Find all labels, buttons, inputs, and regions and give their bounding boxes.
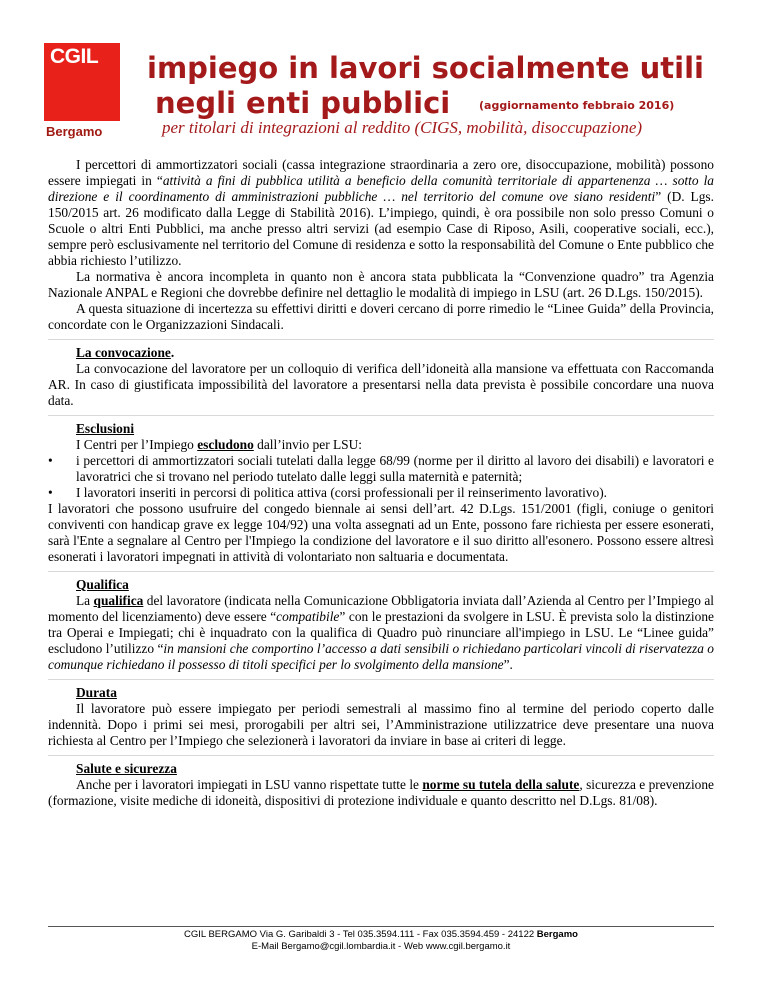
esclusioni-intro-bold: escludono	[197, 437, 254, 452]
section-qualifica	[48, 571, 714, 673]
footer-city: Bergamo	[536, 929, 578, 940]
salute-text	[48, 777, 714, 809]
section-salute	[48, 755, 714, 809]
qualifica-italic1: compatibile	[276, 609, 340, 624]
durata-title: Durata	[76, 685, 117, 700]
section-durata	[48, 679, 714, 749]
footer-address: CGIL BERGAMO Via G. Garibaldi 3 - Tel 035.3594.111 - Fax 035.3594.459 - 24122	[184, 929, 537, 940]
salute-title: Salute e sicurezza	[76, 761, 177, 776]
list-item: • i percettori di ammortizzatori sociali tutelati dalla legge 68/99 (norme per il diritto al lavoro dei disabili) e lavoratori e lavoratrici che si trovano nel periodo tutelato dalle leggi sulla maternità e paternità;	[76, 453, 714, 485]
convocazione-title: La convocazione	[76, 345, 171, 360]
intro-paragraph-3: A questa situazione di incertezza su effettivi diritti e doveri cercano di porre rimedio le “Linee Guida” della Provincia, concordate con le Organizzazioni Sindacali.	[48, 301, 714, 332]
esclusioni-intro-b: dall’invio per LSU:	[253, 437, 363, 452]
convocazione-title-suffix: .	[170, 345, 175, 360]
qualifica-d: ”.	[503, 657, 513, 672]
qualifica-c: ” con le prestazioni da svolgere in LSU. È prevista solo la distinzione tra Operai e Impiegati; chi è inquadrato con la qualifica di Quadro può rinunciare all'impiego in LSU. Le “Linee guida” escludono l’utilizzo “	[48, 609, 714, 656]
logo-text: CGIL	[50, 45, 99, 68]
esclusioni-list	[48, 453, 714, 501]
intro-text: I percettori di ammortizzatori sociali (cassa integrazione straordinaria a zero ore, disoccupazione, mobilità) possono essere impiegati in “	[48, 157, 714, 188]
intro-quote: attività a fini di pubblica utilità a beneficio della comunità territoriale di appartenenza … sotto la direzione e il coordinamento di amministrazioni pubbliche … nel territorio del comune ove siano residenti	[48, 173, 714, 204]
footer-divider	[48, 926, 714, 927]
qualifica-title: Qualifica	[76, 577, 129, 592]
salute-b: , sicurezza e prevenzione (formazione, visite mediche di idoneità, dispositivi di protezione individuale e quanto descritto nel D.Lgs. 81/08).	[48, 777, 714, 808]
qualifica-text	[48, 593, 714, 673]
section-esclusioni	[48, 415, 714, 565]
subtitle: per titolari di integrazioni al reddito (CIGS, mobilità, disoccupazione)	[162, 118, 643, 137]
section-title	[76, 345, 714, 361]
footer-line2: E-Mail Bergamo@cgil.lombardia.it - Web www.cgil.bergamo.it	[251, 941, 511, 952]
esclusioni-title: Esclusioni	[76, 421, 135, 436]
esclusioni-intro-a: I Centri per l’Impiego	[76, 437, 198, 452]
salute-a: Anche per i lavoratori impiegati in LSU vanno rispettate tutte le	[76, 777, 423, 792]
durata-text: Il lavoratore può essere impiegato per periodi semestrali al massimo fino al termine del periodo coperto dalle indennità. Dopo i primi sei mesi, prorogabili per altri sei, l’Amministrazione utilizzatrice deve presentare una nuova richiesta al Centro per l’Impiego che selezionerà i lavoratori da inviare in base ai criteri di legge.	[48, 701, 714, 748]
intro-paragraph-1	[48, 157, 714, 269]
footer-line1	[48, 929, 714, 941]
convocazione-text: La convocazione del lavoratore per un colloquio di verifica dell’idoneità alla mansione va effettuata con Raccomanda AR. In caso di giustificata impossibilità del lavoratore a presentarsi nella data prevista è possibile concordare una nuova data.	[48, 361, 714, 408]
qualifica-bold: qualifica	[93, 593, 144, 608]
title-line2: negli enti pubblici	[155, 86, 451, 120]
esclusioni-text: I lavoratori che possono usufruire del congedo biennale ai sensi dell’art. 42 D.Lgs. 151/2001 (figli, coniuge o genitori conviventi con handicap grave ex legge 104/92) una volta assegnati ad un Ente, possono fare richiesta per essere esonerati, sarà l'Ente a segnalare al Centro per l'Impiego la condizione del lavoratore e il suo diritto all'esonero. Possono essere altresì esonerati i lavoratori impegnati in attività di volontariato non saltuaria e documentata.	[48, 501, 714, 564]
update-note: (aggiornamento febbraio 2016)	[479, 99, 675, 112]
footer	[48, 929, 714, 953]
document-body	[48, 157, 714, 809]
title-line1: impiego in lavori socialmente utili	[147, 51, 704, 85]
intro-text-end: ” (D. Lgs. 150/2015 art. 26 modificato dalla Legge di Stabilità 2016). L’impiego, quindi, è ora possibile non solo presso Comuni o Scuole o altri Enti Pubblici, ma anche presso altri servizi (ad esempio Case di Riposo, Asili, cooperative sociali, ecc.), sempre però esclusivamente nel territorio del Comune di residenza e sotto la responsabilità del Comune o Ente pubblico che abbia richiesto l’utilizzo.	[48, 189, 714, 268]
qualifica-a: La	[76, 593, 94, 608]
section-convocazione	[48, 339, 714, 409]
qualifica-b: del lavoratore (indicata nella Comunicazione Obbligatoria inviata dall’Azienda al Centro per l’Impiego al momento del licenziamento) deve essere “	[48, 593, 714, 624]
list-item: • I lavoratori inseriti in percorsi di politica attiva (corsi professionali per il reinserimento lavorativo).	[76, 485, 714, 501]
salute-bold: norme su tutela della salute	[422, 777, 580, 792]
esclusioni-intro	[48, 437, 714, 453]
logo-city: Bergamo	[46, 124, 103, 139]
qualifica-italic2: in mansioni che comportino l’accesso a dati sensibili o richiedano particolari vincoli di riservatezza o comunque richiedano il possesso di titoli specifici per lo svolgimento della mansione	[48, 641, 714, 672]
intro-paragraph-2: La normativa è ancora incompleta in quanto non è ancora stata pubblicata la “Convenzione quadro” tra Agenzia Nazionale ANPAL e Regioni che dovrebbe definire nel dettaglio le modalità di impiego in LSU (art. 26 D.Lgs. 150/2015).	[48, 269, 714, 300]
